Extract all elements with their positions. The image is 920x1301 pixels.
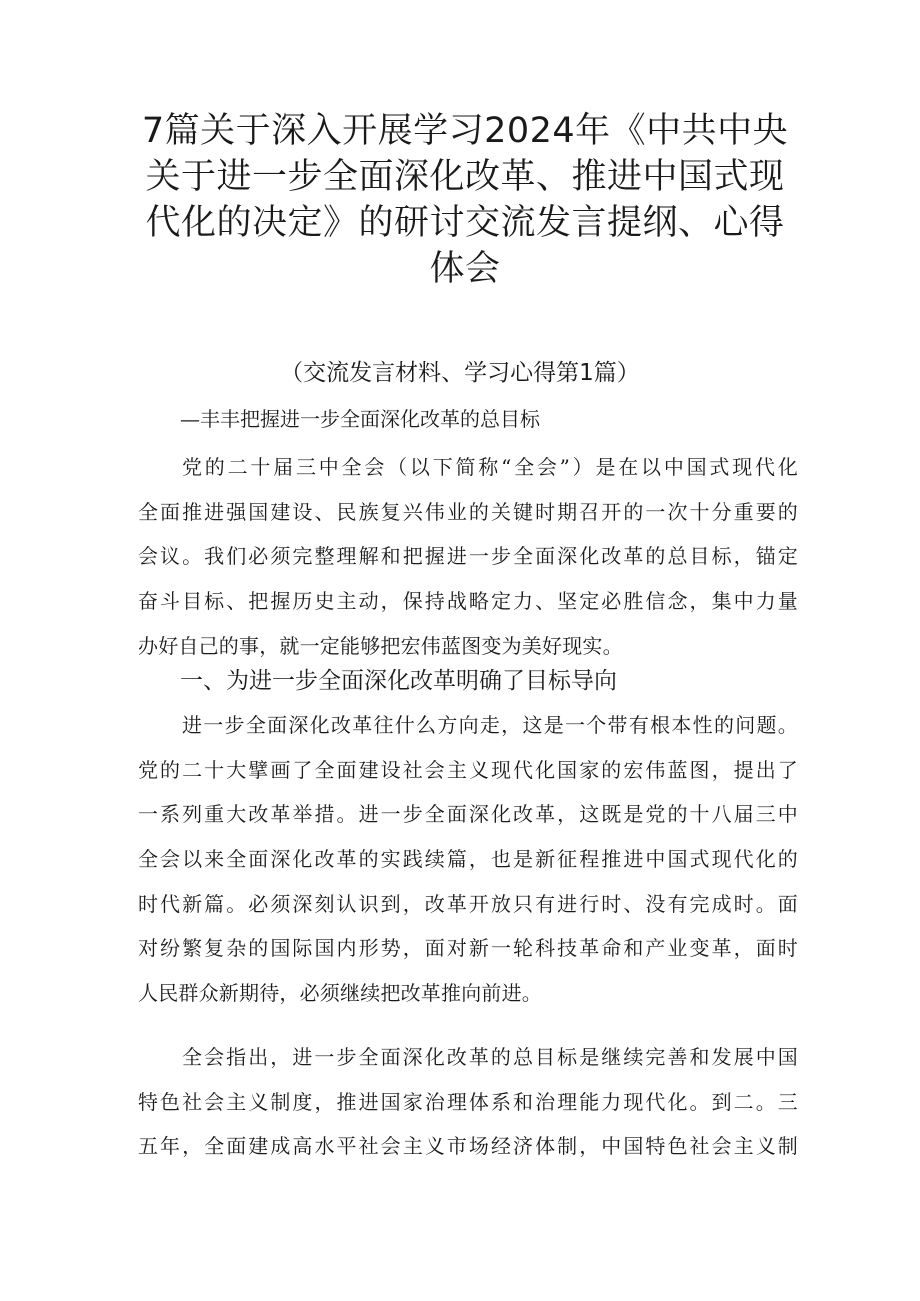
paragraph-line: 办好自己的事，就一定能够把宏伟蓝图变为美好现实。: [138, 633, 623, 658]
paragraph-line: 会议。我们必须完整理解和把握进一步全面深化改革的总目标，锚定: [138, 544, 798, 569]
title-line: 7篇关于深入开展学习2024年《中共中央: [141, 111, 789, 151]
paragraph-line: 五年，全面建成高水平社会主义市场经济体制，中国特色社会主义制: [138, 1134, 798, 1159]
document-tagline: —丰丰把握进一步全面深化改革的总目标: [180, 407, 540, 431]
paragraph-line: 党的二十大擘画了全面建设社会主义现代化国家的宏伟蓝图，提出了: [138, 757, 798, 782]
paragraph-line: 进一步全面深化改革往什么方向走，这是一个带有根本性的问题。: [182, 713, 798, 737]
section-heading: 一、为进一步全面深化改革明确了目标导向: [180, 668, 617, 694]
paragraph-line: 全会指出，进一步全面深化改革的总目标是继续完善和发展中国: [182, 1045, 798, 1069]
paragraph-line: 党的二十届三中全会（以下简称“全会”）是在以中国式现代化: [182, 455, 798, 479]
paragraph-line: 人民群众新期待，必须继续把改革推向前进。: [138, 981, 542, 1006]
intro-paragraph: [138, 450, 798, 673]
title-line: 关于进一步全面深化改革、推进中国式现: [145, 157, 785, 197]
paragraph-line: 全面推进强国建设、民族复兴伟业的关键时期召开的一次十分重要的: [138, 499, 798, 524]
paragraph-line: 全会以来全面深化改革的实践续篇，也是新征程推进中国式现代化的: [138, 847, 798, 872]
document-title: [120, 108, 810, 292]
paragraph-line: 奋斗目标、把握历史主动，保持战略定力、坚定必胜信念，集中力量: [138, 589, 798, 614]
paragraph-line: 特色社会主义制度，推进国家治理体系和治理能力现代化。到二。三: [138, 1089, 798, 1114]
title-line: 代化的决定》的研讨交流发言提纲、心得: [145, 203, 785, 243]
document-subtitle: （交流发言材料、学习心得第1篇）: [280, 360, 640, 386]
section-paragraph: [138, 708, 798, 1021]
title-line: 体会: [429, 249, 501, 289]
paragraph-line: 对纷繁复杂的国际国内形势，面对新一轮科技革命和产业变革，面时: [138, 936, 798, 961]
paragraph-line: 一系列重大改革举措。进一步全面深化改革，这既是党的十八届三中: [138, 802, 798, 827]
closing-paragraph: [138, 1040, 798, 1174]
paragraph-line: 时代新篇。必须深刻认识到，改革开放只有进行时、没有完成时。面: [138, 891, 798, 916]
